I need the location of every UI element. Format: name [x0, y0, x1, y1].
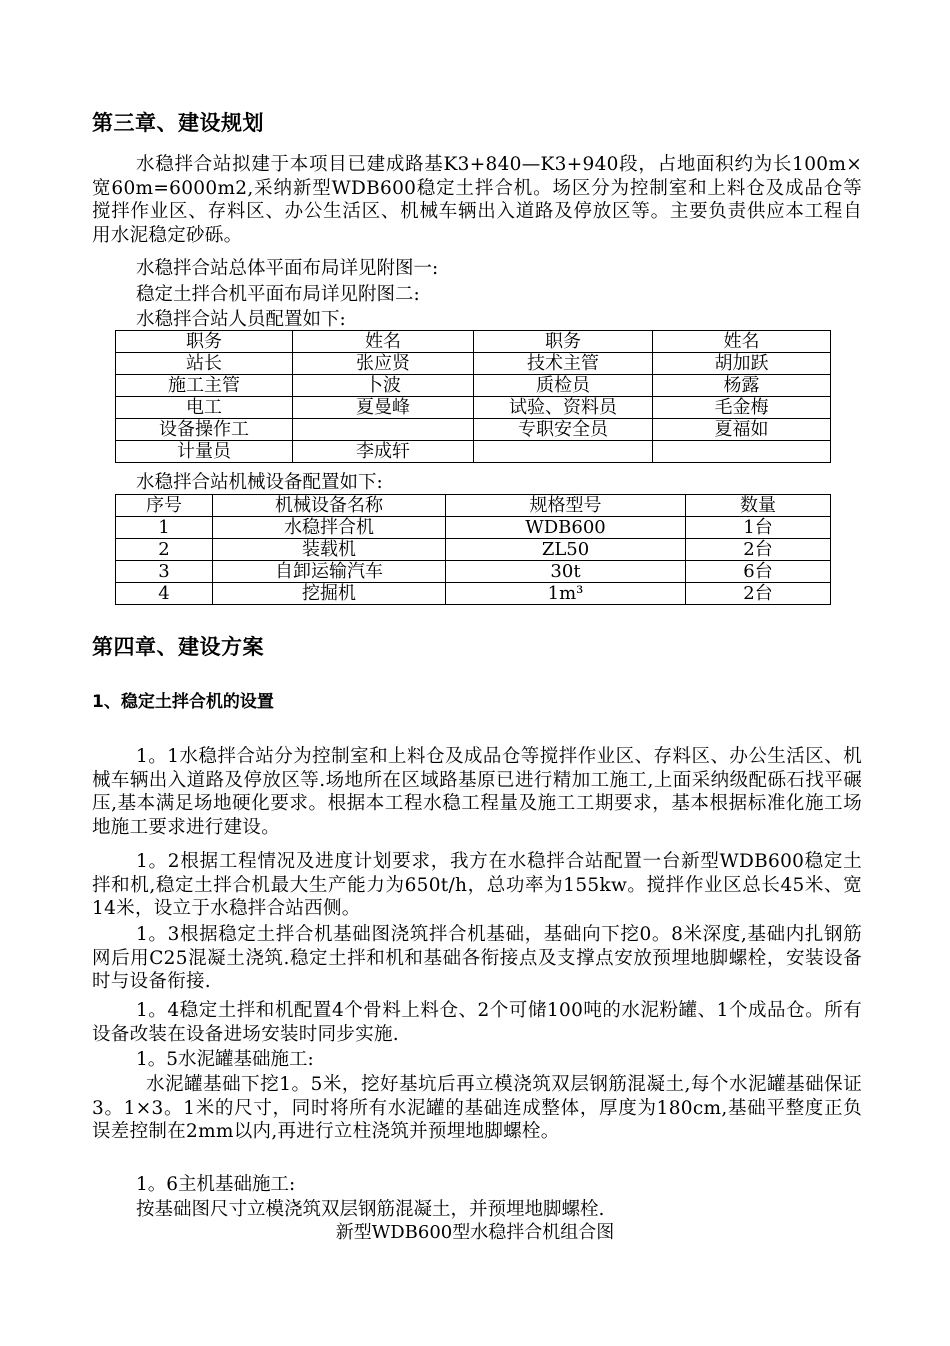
staff-header-cell: 姓名 — [653, 331, 831, 353]
staff-cell: 质检员 — [474, 375, 653, 397]
table-row — [116, 441, 831, 463]
staff-table-intro: 水稳拌合站人员配置如下: — [136, 309, 346, 330]
equipment-cell: 30t — [446, 561, 686, 583]
paragraph-1-4: 1。4稳定土拌和机配置4个骨料上料仓、2个可储100吨的水泥粉罐、1个成品仓。所有设备改装在设备进场安装时同步实施. — [92, 1000, 862, 1045]
layout-plan-note-2: 稳定土拌合机平面布局详见附图二: — [136, 284, 420, 305]
equipment-cell: 2台 — [686, 583, 831, 605]
equipment-table — [115, 494, 831, 605]
staff-cell: 张应贤 — [293, 353, 474, 375]
layout-plan-note-1: 水稳拌合站总体平面布局详见附图一: — [136, 258, 439, 279]
staff-cell: 站长 — [116, 353, 293, 375]
table-row — [116, 561, 831, 583]
paragraph-1-2: 1。2根据工程情况及进度计划要求，我方在水稳拌合站配置一台新型WDB600稳定土拌和机,稳定土拌合机最大生产能力为650t/h，总功率为155kw。搅拌作业区总长45米、宽14米，设立于水稳拌合站西侧。 — [92, 851, 862, 919]
staff-cell: 胡加跃 — [653, 353, 831, 375]
staff-cell: 毛金梅 — [653, 397, 831, 419]
staff-cell: 杨露 — [653, 375, 831, 397]
staff-cell: 设备操作工 — [116, 419, 293, 441]
staff-table — [115, 330, 831, 463]
equipment-table-header-row — [116, 495, 831, 517]
paragraph-1-6-title: 1。6主机基础施工: — [136, 1174, 296, 1195]
table-row — [116, 353, 831, 375]
equipment-header-cell: 规格型号 — [446, 495, 686, 517]
chapter4-title: 第四章、建设方案 — [92, 635, 264, 659]
staff-cell: 夏福如 — [653, 419, 831, 441]
equipment-cell: 3 — [116, 561, 213, 583]
equipment-cell: 4 — [116, 583, 213, 605]
equipment-header-cell: 序号 — [116, 495, 213, 517]
equipment-table-intro: 水稳拌合站机械设备配置如下: — [136, 472, 383, 493]
equipment-cell: 挖掘机 — [213, 583, 446, 605]
paragraph-1-5: 水泥罐基础下挖1。5米，挖好基坑后再立模浇筑双层钢筋混凝土,每个水泥罐基础保证3。1×3。1米的尺寸，同时将所有水泥罐的基础连成整体，厚度为180cm,基础平整度正负误差控制在2mm以内,再进行立柱浇筑并预埋地脚螺栓。 — [92, 1074, 862, 1142]
equipment-cell: ZL50 — [446, 539, 686, 561]
chapter3-intro-paragraph: 水稳拌合站拟建于本项目已建成路基K3+840—K3+940段，占地面积约为长100m×宽60m=6000m2,采纳新型WDB600稳定土拌合机。场区分为控制室和上料仓及成品仓等搅拌作业区、存料区、办公生活区、机械车辆出入道路及停放区等。主要负责供应本工程自用水泥稳定砂砾。 — [92, 154, 862, 246]
equipment-cell: 自卸运输汽车 — [213, 561, 446, 583]
staff-cell: 电工 — [116, 397, 293, 419]
table-row — [116, 539, 831, 561]
staff-cell: 卜波 — [293, 375, 474, 397]
staff-cell: 技术主管 — [474, 353, 653, 375]
equipment-cell: 6台 — [686, 561, 831, 583]
staff-cell: 试验、资料员 — [474, 397, 653, 419]
staff-cell: 专职安全员 — [474, 419, 653, 441]
staff-cell — [653, 441, 831, 463]
equipment-header-cell: 数量 — [686, 495, 831, 517]
staff-table-header-row — [116, 331, 831, 353]
figure-caption: 新型WDB600型水稳拌合机组合图 — [335, 1222, 615, 1243]
staff-cell: 夏曼峰 — [293, 397, 474, 419]
equipment-cell: 水稳拌合机 — [213, 517, 446, 539]
staff-cell: 李成轩 — [293, 441, 474, 463]
staff-cell: 施工主管 — [116, 375, 293, 397]
table-row — [116, 419, 831, 441]
table-row — [116, 375, 831, 397]
table-row — [116, 517, 831, 539]
section1-title: 1、稳定土拌合机的设置 — [92, 692, 274, 712]
table-row — [116, 583, 831, 605]
staff-cell — [293, 419, 474, 441]
equipment-cell: 装载机 — [213, 539, 446, 561]
staff-header-cell: 姓名 — [293, 331, 474, 353]
equipment-cell: 1 — [116, 517, 213, 539]
table-row — [116, 397, 831, 419]
paragraph-1-6: 按基础图尺寸立模浇筑双层钢筋混凝土，并预埋地脚螺栓. — [136, 1199, 605, 1220]
paragraph-1-5-title: 1。5水泥罐基础施工: — [136, 1049, 314, 1070]
equipment-cell: 1台 — [686, 517, 831, 539]
equipment-header-cell: 机械设备名称 — [213, 495, 446, 517]
staff-header-cell: 职务 — [474, 331, 653, 353]
staff-cell: 计量员 — [116, 441, 293, 463]
equipment-cell: WDB600 — [446, 517, 686, 539]
equipment-cell: 2台 — [686, 539, 831, 561]
chapter3-title: 第三章、建设规划 — [92, 111, 264, 135]
staff-header-cell: 职务 — [116, 331, 293, 353]
equipment-cell: 2 — [116, 539, 213, 561]
staff-cell — [474, 441, 653, 463]
paragraph-1-3: 1。3根据稳定土拌合机基础图浇筑拌合机基础，基础向下挖0。8米深度,基础内扎钢筋网后用C25混凝土浇筑.稳定土拌和机和基础各衔接点及支撑点安放预埋地脚螺栓，安装设备时与设备衔接. — [92, 924, 862, 992]
equipment-cell: 1m³ — [446, 583, 686, 605]
paragraph-1-1: 1。1水稳拌合站分为控制室和上料仓及成品仓等搅拌作业区、存料区、办公生活区、机械车辆出入道路及停放区等.场地所在区域路基原已进行精加工施工,上面采纳级配砾石找平碾压,基本满足场地硬化要求。根据本工程水稳工程量及施工工期要求，基本根据标准化施工场地施工要求进行建设。 — [92, 746, 862, 838]
